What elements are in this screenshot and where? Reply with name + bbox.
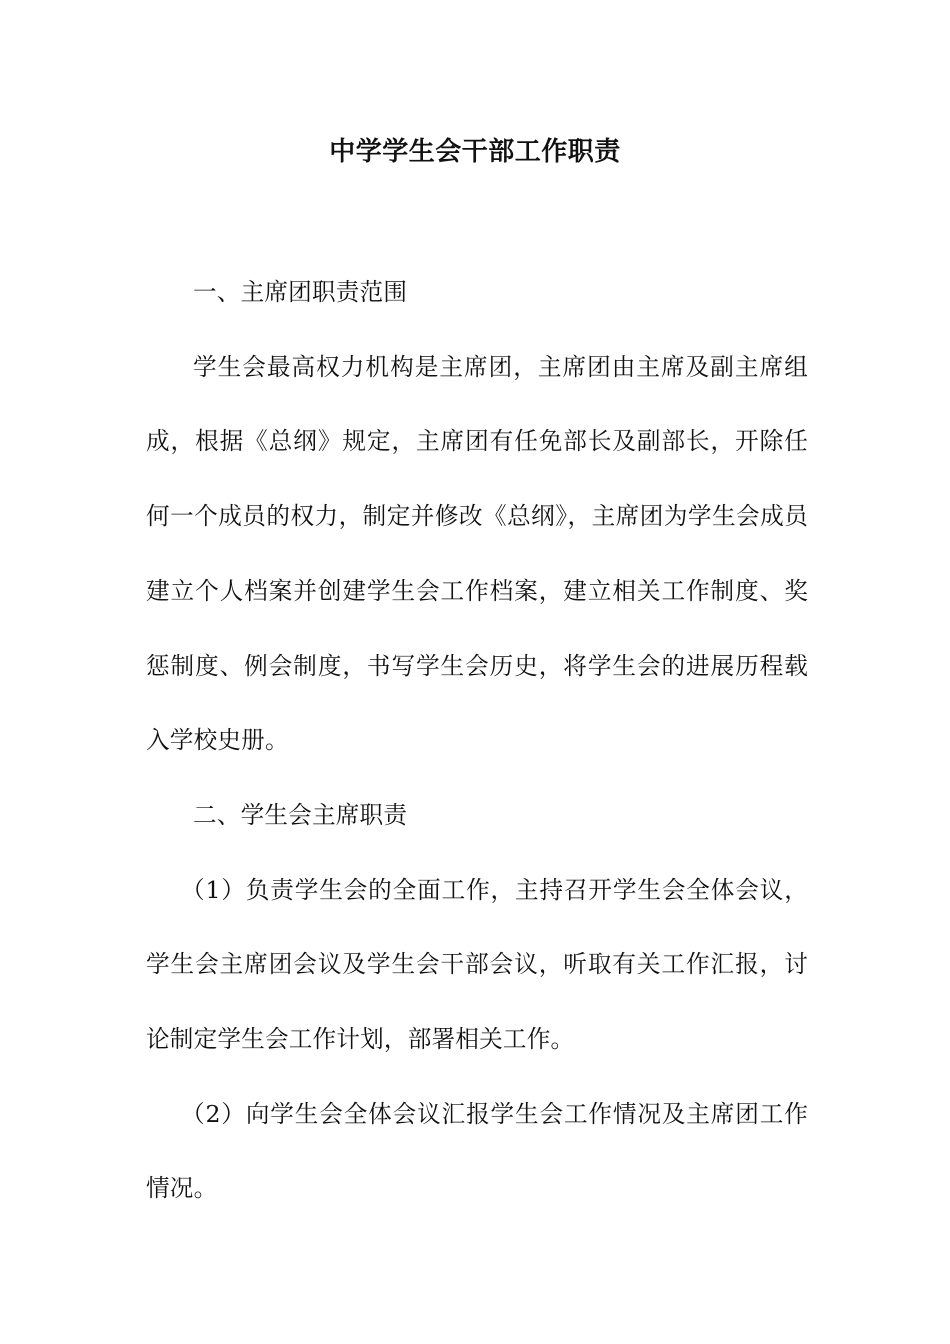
section-heading-2: 二、学生会主席职责 [193,800,408,829]
section-heading-1: 一、主席团职责范围 [193,278,408,306]
list-item-2: （2）向学生会全体会议汇报学生会工作情况及主席团工作情况。 [146,1099,808,1203]
document-body [146,255,808,1226]
body-paragraph-1: 学生会最高权力机构是主席团，主席团由主席及副主席组成，根据《总纲》规定，主席团有任免部长及副部长，开除任何一个成员的权力，制定并修改《总纲》，主席团为学生会成员建立个人档案并创建学生会工作档案，建立相关工作制度、奖惩制度、例会制度，书写学生会历史，将学生会的进展历程载入学校史册。 [146,352,808,755]
list-item-1: （1）负责学生会的全面工作，主持召开学生会全体会议，学生会主席团会议及学生会干部会议，听取有关工作汇报，讨论制定学生会工作计划，部署相关工作。 [146,875,808,1054]
document-title: 中学学生会干部工作职责 [329,137,621,167]
